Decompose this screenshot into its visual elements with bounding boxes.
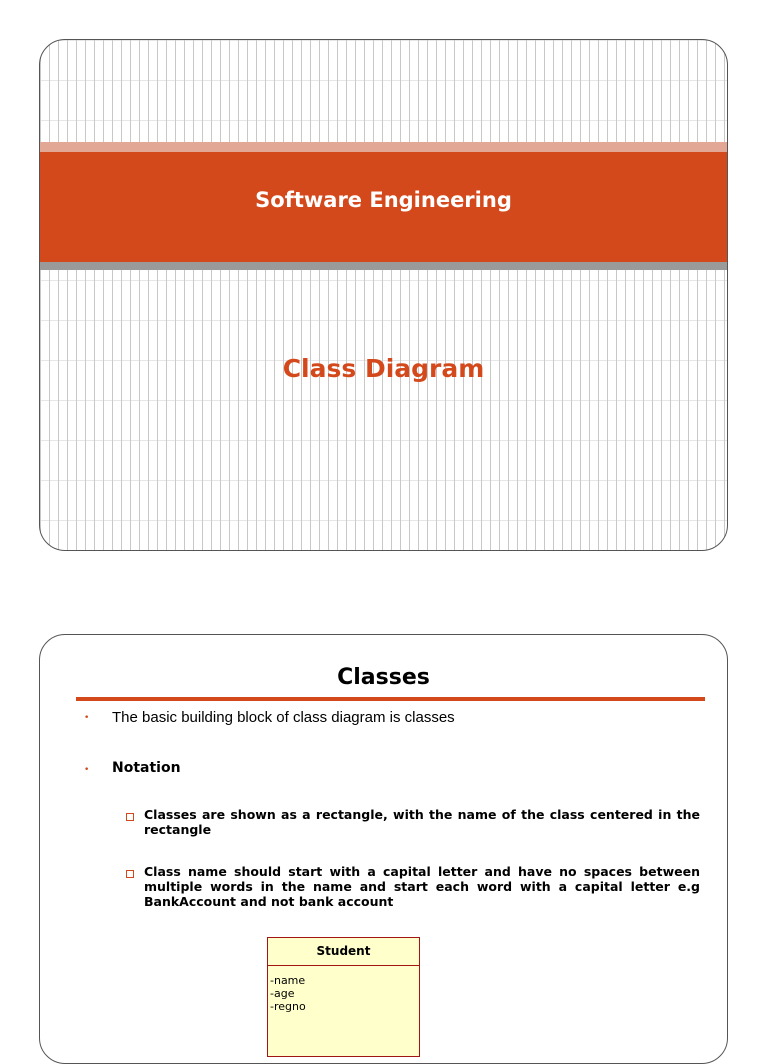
sub-bullet-item: Class name should start with a capital letter and have no spaces between multiple words in the name and start each word with a capital letter e.g BankAccount and not bank account bbox=[144, 864, 700, 909]
slide-heading: Classes bbox=[337, 665, 430, 690]
slide-subtitle: Class Diagram bbox=[282, 354, 485, 383]
uml-attribute: -regno bbox=[270, 1000, 306, 1013]
bullet-dot-icon: • bbox=[84, 713, 90, 723]
square-bullet-icon bbox=[126, 813, 134, 821]
uml-attribute: -age bbox=[270, 987, 295, 1000]
title-slide bbox=[39, 39, 728, 551]
banner-bottom-strip bbox=[40, 262, 727, 270]
uml-attributes bbox=[268, 966, 419, 1013]
heading-rule bbox=[76, 697, 705, 701]
banner-top-strip bbox=[40, 142, 727, 152]
uml-class-box bbox=[267, 937, 420, 1057]
title-banner bbox=[40, 152, 727, 262]
uml-attribute: -name bbox=[270, 974, 306, 987]
course-title: Software Engineering bbox=[255, 188, 512, 212]
bullet-item: Notation bbox=[112, 760, 181, 776]
uml-class-name: Student bbox=[268, 938, 419, 966]
square-bullet-icon bbox=[126, 870, 134, 878]
sub-bullet-item: Classes are shown as a rectangle, with the name of the class centered in the rectangle bbox=[144, 807, 700, 837]
bullet-item: The basic building block of class diagram is classes bbox=[112, 709, 455, 726]
classes-slide bbox=[39, 634, 728, 1064]
bullet-dot-icon: • bbox=[84, 765, 90, 775]
